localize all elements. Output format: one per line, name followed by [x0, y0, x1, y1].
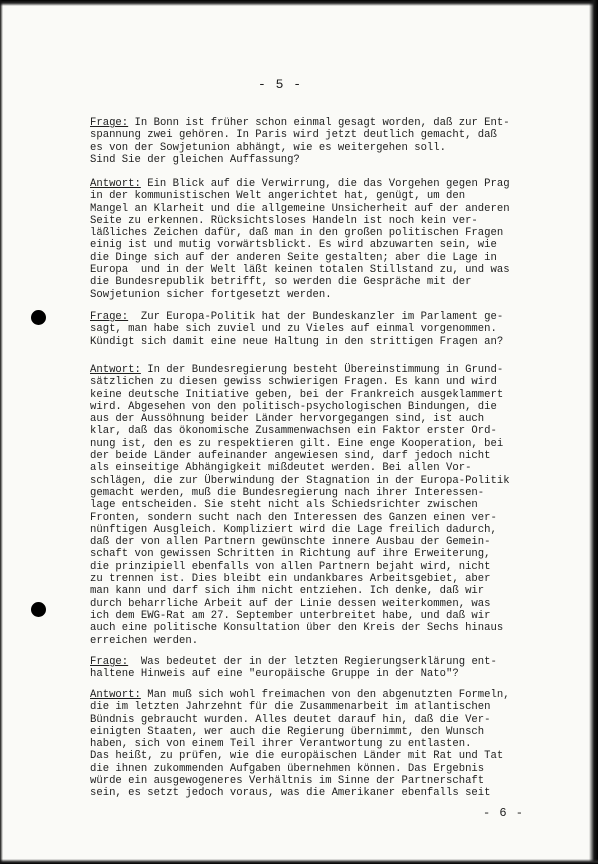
text-line: gemacht werden, muß die Bundesregierung nach ihrer Interessen-: [90, 486, 485, 499]
text-line: Sowjetunion sicher fortgesetzt werden.: [90, 288, 332, 301]
text-line: einig ist und mutig vorwärtsblickt. Es wird abzuwarten sein, wie: [90, 239, 497, 252]
text-line: aus der Aussöhnung beider Länder hervorgegangen sind, ist auch: [90, 413, 485, 426]
text-line: Antwort: Ein Blick auf die Verwirrung, die das Vorgehen gegen Prag: [90, 178, 510, 190]
text-line: Antwort: Man muß sich wohl freimachen von den abgenutzten Formeln,: [90, 689, 510, 701]
text-line: Mangel an Klarheit und die allgemeine Unsicherheit auf der anderen: [90, 202, 510, 215]
page-number: - 5 -: [257, 77, 302, 92]
text-line: Bündnis gebraucht wurden. Alles deutet darauf hin, daß die Ver-: [90, 713, 491, 726]
text-line: lage entscheiden. Sie steht nicht als Schiedsrichter zwischen: [90, 499, 478, 512]
text-line: es von der Sowjetunion abhängt, wie es weitergehen soll.: [90, 141, 447, 154]
text-line: erreichen werden.: [90, 634, 199, 647]
question-block-1: [90, 117, 560, 166]
question-block-2: [90, 311, 560, 348]
answer-block-2: [90, 364, 560, 647]
question-block-3: [90, 656, 560, 681]
text-line: Europa und in der Welt läßt keinen totalen Stillstand zu, und was: [90, 264, 510, 277]
question-label: Frage:: [90, 311, 129, 323]
answer-label: Antwort:: [90, 364, 141, 376]
text-line: die prinzipiell ebenfalls von allen Partnern bejaht wird, nicht: [90, 560, 491, 573]
text-line: klar, daß das ökonomische Zusammenwachsen ein Faktor erster Ord-: [90, 425, 497, 438]
text-line: haltene Hinweis auf eine "europäische Gruppe in der Nato"?: [90, 668, 459, 681]
text-line: Seite zu erkennen. Rücksichtsloses Handeln ist noch kein ver-: [90, 214, 478, 227]
text-line: wird. Abgesehen von den politisch-psychologischen Bindungen, die: [90, 400, 497, 413]
text-line: die ihnen zukommenden Aufgaben übernehmen können. Das Ergebnis: [90, 762, 485, 775]
question-label: Frage:: [90, 656, 129, 668]
text-line: Fronten, sondern sucht nach den Interessen des Ganzen einen ver-: [90, 511, 497, 524]
text-line: man kann und darf sich ihm nicht entziehen. Ich denke, daß wir: [90, 585, 485, 598]
text-line: durch beharrliche Arbeit auf der Linie dessen weiterkommen, was: [90, 597, 491, 610]
answer-block-3: [90, 689, 560, 800]
answer-label: Antwort:: [90, 689, 141, 701]
text-line: nung ist, den es zu respektieren gilt. Eine enge Kooperation, bei: [90, 437, 504, 450]
text-line: die im letzten Jahrzehnt für die Zusammenarbeit im atlantischen: [90, 701, 491, 714]
text-line: schaft von gewissen Schritten in Richtung auf ihre Erweiterung,: [90, 548, 491, 561]
text-line: auch eine politische Konsultation über den Kreis der Sechs hinaus: [90, 622, 504, 635]
text-line: sein, es setzt jedoch voraus, was die Amerikaner ebenfalls seit: [90, 787, 491, 800]
text-line: Sind Sie der gleichen Auffassung?: [90, 153, 300, 166]
text-line: läßliches Zeichen dafür, daß man in den großen politischen Fragen: [90, 227, 504, 240]
punch-hole-lower: [31, 602, 46, 617]
text-line: Kündigt sich damit eine neue Haltung in den strittigen Fragen an?: [90, 335, 504, 348]
text-line: nünftigen Ausgleich. Kompliziert wird die Lage freilich dadurch,: [90, 523, 497, 536]
text-line: die Bundesrepublik betrifft, so werden die Gespräche mit der: [90, 276, 472, 289]
text-line: spannung zwei gehören. In Paris wird jetzt deutlich gemacht, daß: [90, 129, 497, 142]
next-page-marker: - 6 -: [483, 806, 525, 820]
text-line: Das heißt, zu prüfen, wie die europäischen Länder mit Rat und Tat: [90, 750, 504, 763]
text-line: sagt, man habe sich zuviel und zu Vieles auf einmal vorgenommen.: [90, 323, 497, 336]
scan-edge-right: [589, 0, 598, 864]
answer-label: Antwort:: [90, 178, 141, 190]
text-line: zu trennen ist. Dies bleibt ein undankbares Arbeitsgebiet, aber: [90, 573, 491, 586]
text-line: als einseitige Abhängigkeit mißdeutet werden. Bei allen Vor-: [90, 462, 472, 475]
text-line: würde ein ausgewogeneres Verhältnis im Sinne der Partnerschaft: [90, 775, 485, 788]
punch-hole-upper: [31, 310, 46, 325]
text-line: Frage: In Bonn ist früher schon einmal gesagt worden, daß zur Ent-: [90, 117, 510, 129]
text-line: in der kommunistischen Welt angerichtet hat, genügt, um den: [90, 190, 466, 203]
text-line: ich dem EWG-Rat am 27. September unterbreitet habe, und daß wir: [90, 609, 491, 622]
text-line: Frage: Was bedeutet der in der letzten Regierungserklärung ent-: [90, 656, 497, 668]
scan-edge-top: [0, 0, 598, 6]
text-line: Antwort: In der Bundesregierung besteht Übereinstimmung in Grund-: [90, 364, 504, 376]
text-line: der beide Länder aufeinander angewiesen sind, darf jedoch nicht: [90, 450, 491, 463]
text-line: keine deutsche Initiative geben, bei der Frankreich ausgeklammert: [90, 388, 504, 401]
text-line: daß der von allen Partnern gewünschte innere Ausbau der Gemein-: [90, 536, 491, 549]
text-line: haben, sich von einem Teil ihrer Verantwortung zu entlasten.: [90, 738, 472, 751]
scan-edge-left: [0, 0, 3, 864]
text-line: einigten Staaten, wer auch die Regierung übernimmt, den Wunsch: [90, 725, 485, 738]
text-line: schlägen, die zur Überwindung der Stagnation in der Europa-Politik: [90, 474, 510, 487]
answer-block-1: [90, 178, 560, 301]
text-line: die Dinge sich auf der anderen Seite gestalten; aber die Lage in: [90, 251, 497, 264]
text-line: Frage: Zur Europa-Politik hat der Bundeskanzler im Parlament ge-: [90, 311, 504, 323]
text-line: sätzlichen zu diesen gewiss schwierigen Fragen. Es kann und wird: [90, 376, 497, 389]
question-label: Frage:: [90, 117, 129, 129]
scan-edge-bottom: [0, 859, 598, 864]
